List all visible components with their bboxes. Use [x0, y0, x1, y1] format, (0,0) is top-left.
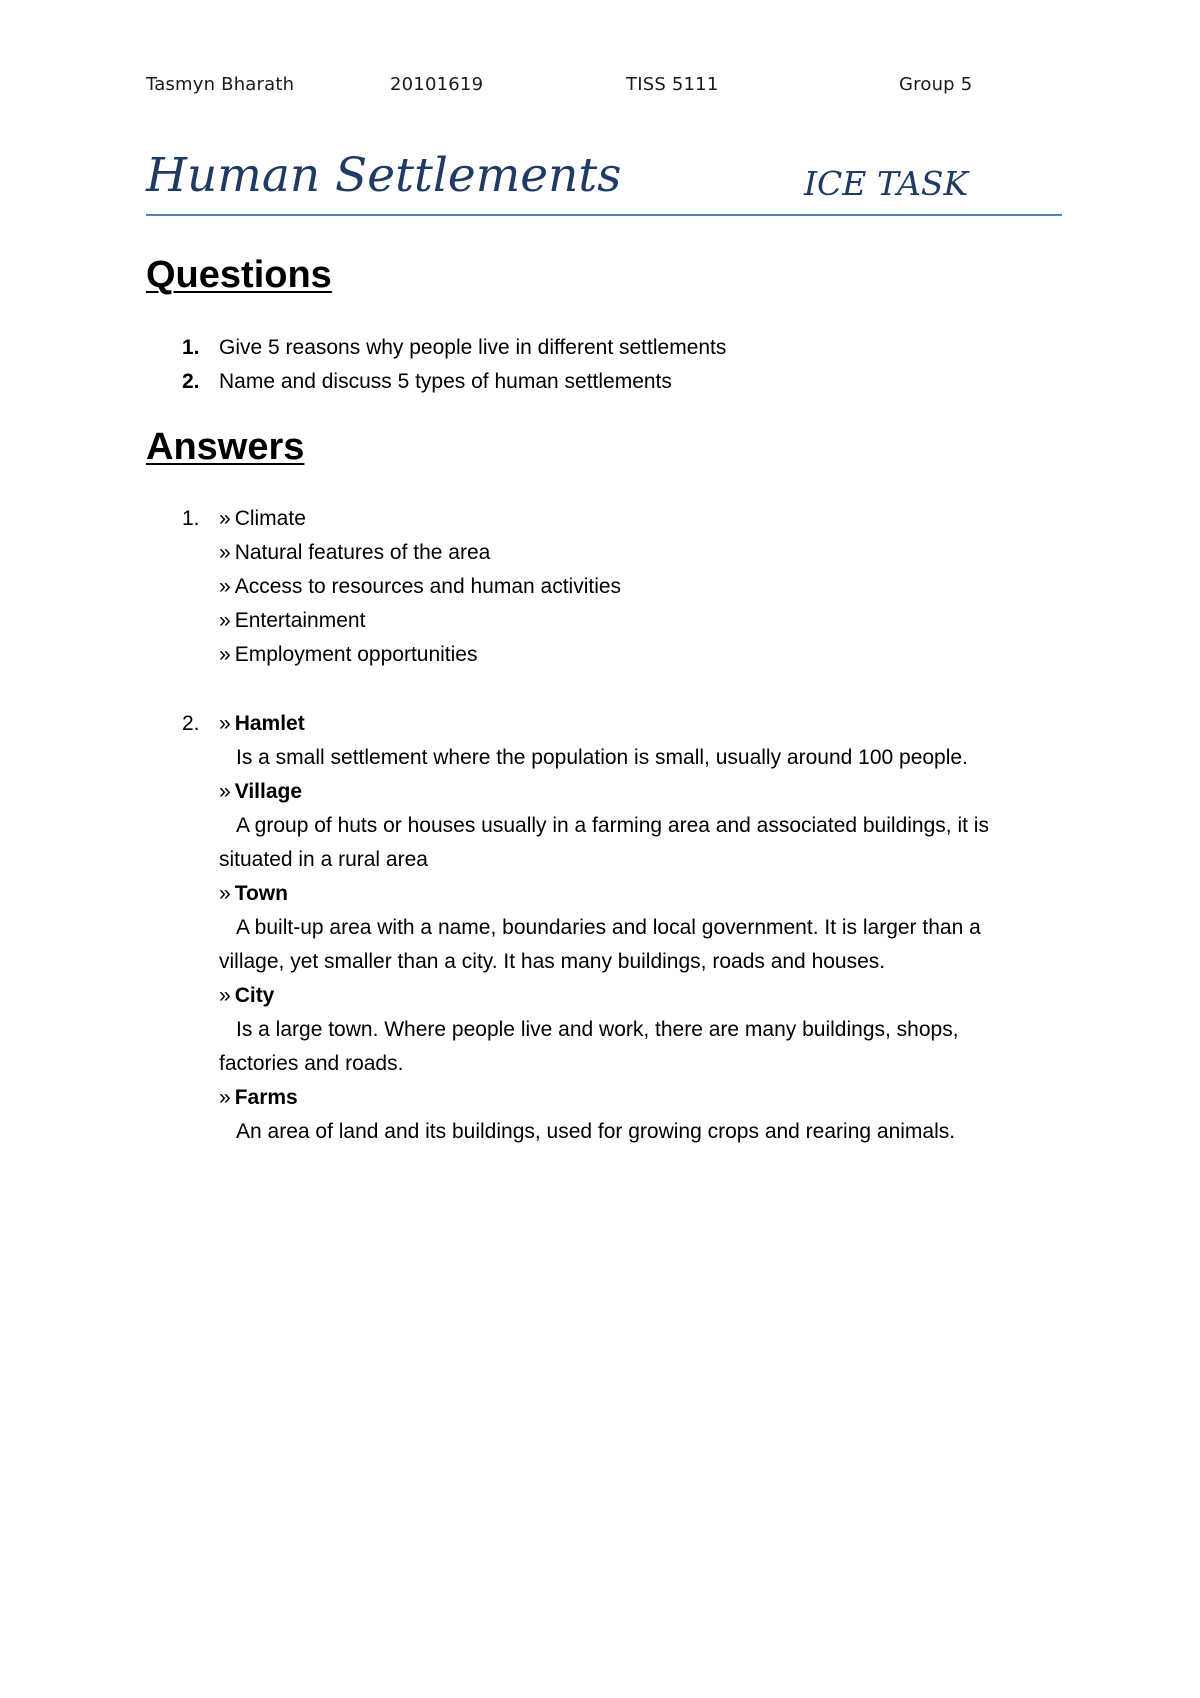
- document-subtitle: ICE TASK: [804, 164, 969, 203]
- reason-text: Climate: [234, 507, 306, 530]
- answer-list-item: [219, 507, 306, 531]
- question-number: 2.: [182, 370, 200, 393]
- settlement-type-heading: [219, 882, 288, 906]
- header-student-name: Tasmyn Bharath: [146, 74, 295, 95]
- settlement-description: village, yet smaller than a city. It has many buildings, roads and houses.: [219, 950, 886, 973]
- document-title: Human Settlements: [146, 148, 622, 203]
- settlement-term: City: [234, 984, 275, 1007]
- settlement-description: A built-up area with a name, boundaries and local government. It is larger than a: [236, 916, 981, 939]
- question-text: Give 5 reasons why people live in different settlements: [219, 336, 727, 359]
- settlement-term: Hamlet: [234, 712, 305, 735]
- bullet-marker: »: [219, 984, 231, 1007]
- answer-list-item: [219, 609, 365, 633]
- settlement-description: Is a large town. Where people live and work, there are many buildings, shops,: [236, 1018, 959, 1041]
- reason-text: Natural features of the area: [234, 541, 491, 564]
- reason-text: Entertainment: [234, 609, 366, 632]
- question-number: 1.: [182, 336, 200, 359]
- reason-text: Access to resources and human activities: [234, 575, 622, 598]
- bullet-marker: »: [219, 1086, 231, 1109]
- bullet-marker: »: [219, 780, 231, 803]
- answer-number: 1.: [182, 507, 200, 530]
- answer-list-item: [219, 643, 477, 667]
- settlement-term: Town: [234, 882, 288, 905]
- settlement-type-heading: [219, 1086, 298, 1110]
- question-text: Name and discuss 5 types of human settlements: [219, 370, 672, 393]
- bullet-marker: »: [219, 575, 231, 598]
- header-student-id: 20101619: [390, 74, 484, 95]
- answer-list-item: [219, 541, 490, 565]
- settlement-description: Is a small settlement where the population is small, usually around 100 people.: [236, 746, 968, 769]
- settlement-description: situated in a rural area: [219, 848, 428, 871]
- answers-heading: Answers: [146, 426, 305, 468]
- header-group: Group 5: [899, 74, 973, 95]
- answer-number: 2.: [182, 712, 200, 735]
- settlement-type-heading: [219, 780, 302, 804]
- bullet-marker: »: [219, 507, 231, 530]
- bullet-marker: »: [219, 643, 231, 666]
- header-course-code: TISS 5111: [626, 74, 719, 95]
- answer-list-item: [219, 575, 621, 599]
- questions-heading: Questions: [146, 254, 332, 296]
- bullet-marker: »: [219, 541, 231, 564]
- bullet-marker: »: [219, 712, 231, 735]
- bullet-marker: »: [219, 882, 231, 905]
- title-divider: [146, 214, 1062, 216]
- settlement-description: A group of huts or houses usually in a farming area and associated buildings, it is: [236, 814, 989, 837]
- reason-text: Employment opportunities: [234, 643, 478, 666]
- bullet-marker: »: [219, 609, 231, 632]
- settlement-type-heading: [219, 984, 274, 1008]
- settlement-description: An area of land and its buildings, used for growing crops and rearing animals.: [236, 1120, 956, 1143]
- settlement-term: Farms: [234, 1086, 298, 1109]
- settlement-description: factories and roads.: [219, 1052, 404, 1075]
- settlement-term: Village: [234, 780, 303, 803]
- settlement-type-heading: [219, 712, 305, 736]
